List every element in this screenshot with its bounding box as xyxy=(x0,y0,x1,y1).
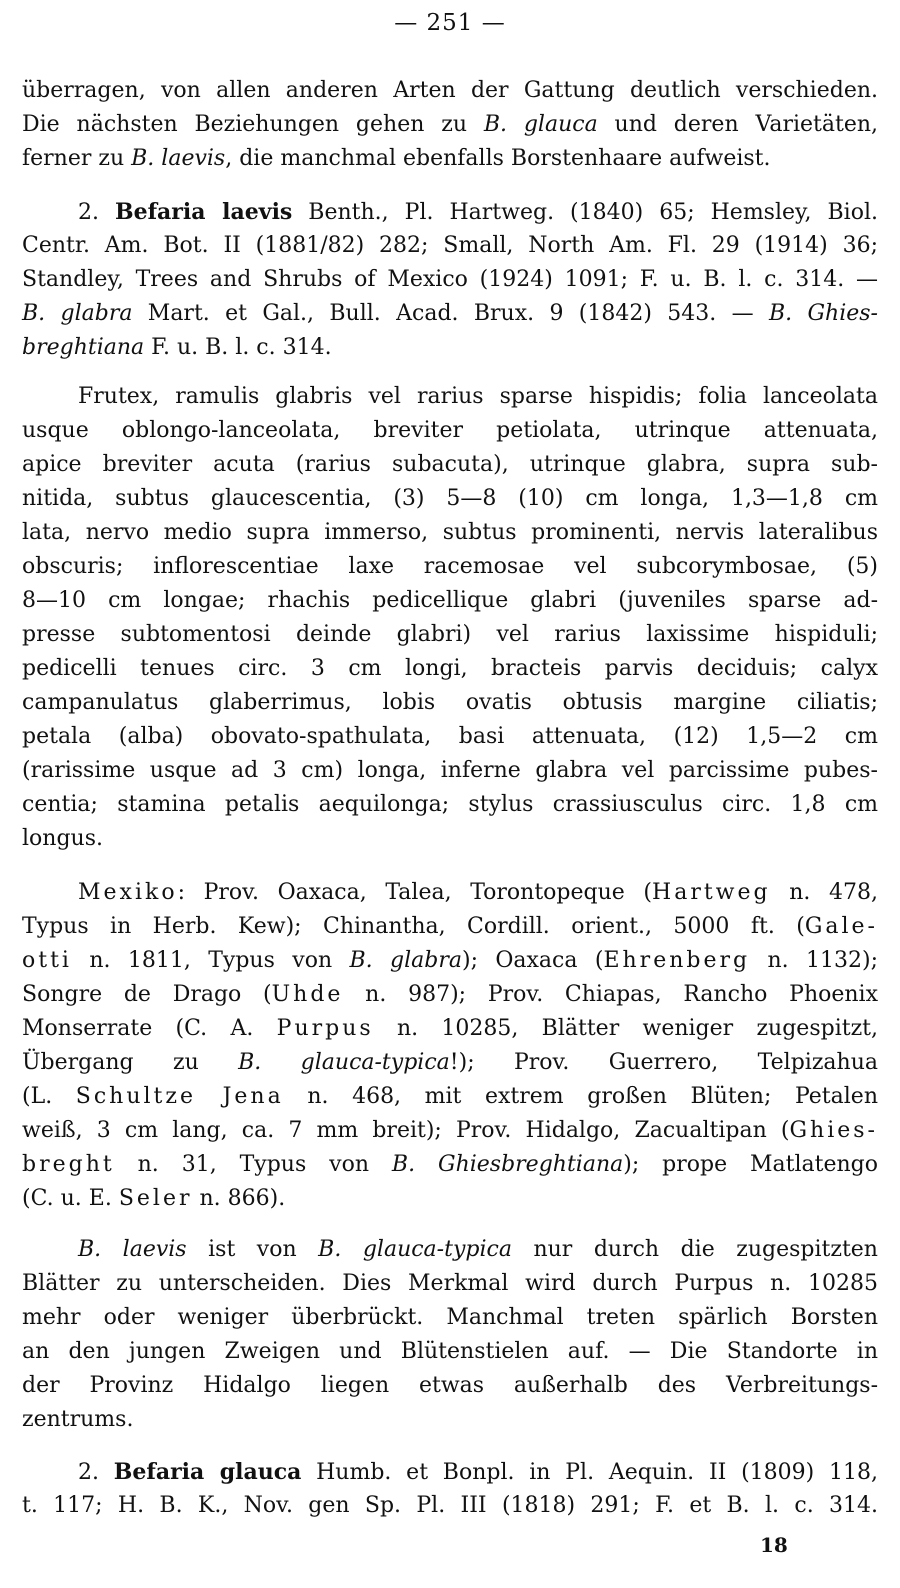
text-line: nitida, subtus glaucescentia, (3) 5—8 (10) cm longa, 1,3—1,8 cm xyxy=(22,486,878,511)
text-line: usque oblongo-lanceolata, breviter petiolata, utrinque attenuata, xyxy=(22,418,878,443)
text-line: otti n. 1811, Typus von B. glabra); Oaxaca (Ehrenberg n. 1132); xyxy=(22,948,878,973)
text-line: apice breviter acuta (rarius subacuta), utrinque glabra, supra sub- xyxy=(22,452,878,477)
page-number: — 251 — xyxy=(394,10,506,36)
text-line: presse subtomentosi deinde glabri) vel rarius laxissime hispiduli; xyxy=(22,622,878,647)
text-line: (rarissime usque ad 3 cm) longa, inferne glabra vel parcissime pubes- xyxy=(22,758,878,783)
text-line: Frutex, ramulis glabris vel rarius sparse hispidis; folia lanceolata xyxy=(78,384,878,409)
text-line: B. glabra Mart. et Gal., Bull. Acad. Brux. 9 (1842) 543. — B. Ghies- xyxy=(22,301,878,326)
text-line: zentrums. xyxy=(22,1407,134,1432)
text-line: (L. Schultze Jena n. 468, mit extrem großen Blüten; Petalen xyxy=(22,1084,878,1109)
book-page xyxy=(22,0,878,1588)
text-line: breght n. 31, Typus von B. Ghiesbreghtiana); prope Matlatengo xyxy=(22,1152,878,1177)
species-name: Befaria laevis xyxy=(115,199,293,225)
text-line: Typus in Herb. Kew); Chinantha, Cordill. orient., 5000 ft. (Gale- xyxy=(22,914,878,939)
text-line: lata, nervo medio supra immerso, subtus prominenti, nervis lateralibus xyxy=(22,520,878,545)
text-line: an den jungen Zweigen und Blütenstielen auf. — Die Standorte in xyxy=(22,1339,878,1364)
species-entry-laevis xyxy=(22,195,878,365)
discussion-paragraph xyxy=(22,1233,878,1437)
text-line: B. laevis ist von B. glauca-typica nur durch die zugespitzten xyxy=(78,1237,878,1262)
text-line: Blätter zu unterscheiden. Dies Merkmal wird durch Purpus n. 10285 xyxy=(22,1271,878,1296)
text-line: der Provinz Hidalgo liegen etwas außerhalb des Verbreitungs- xyxy=(22,1373,878,1398)
text-line: pedicelli tenues circ. 3 cm longi, bracteis parvis deciduis; calyx xyxy=(22,656,878,681)
species-entry-glauca xyxy=(22,1455,878,1523)
intro-paragraph xyxy=(22,74,878,176)
species-name: Befaria glauca xyxy=(113,1459,302,1485)
text-line: (C. u. E. Seler n. 866). xyxy=(22,1186,286,1211)
text-line: mehr oder weniger überbrückt. Manchmal treten spärlich Borsten xyxy=(22,1305,878,1330)
text-line: centia; stamina petalis aequilonga; stylus crassiusculus circ. 1,8 cm xyxy=(22,792,878,817)
signature-mark: 18 xyxy=(760,1533,788,1557)
text-line: petala (alba) obovato-spathulata, basi attenuata, (12) 1,5—2 cm xyxy=(22,724,878,749)
text-line: obscuris; inflorescentiae laxe racemosae vel subcorymbosae, (5) xyxy=(22,554,878,579)
text-line: Mexiko: Prov. Oaxaca, Talea, Torontopeque (Hartweg n. 478, xyxy=(78,880,878,905)
text-line: Übergang zu B. glauca-typica!); Prov. Guerrero, Telpizahua xyxy=(22,1050,878,1075)
text-line: ferner zu B. laevis, die manchmal ebenfalls Borstenhaare aufweist. xyxy=(22,146,771,171)
text-line: 2. Befaria glauca Humb. et Bonpl. in Pl. Aequin. II (1809) 118, xyxy=(78,1459,878,1485)
text-line: Monserrate (C. A. Purpus n. 10285, Blätter weniger zugespitzt, xyxy=(22,1016,879,1041)
specimen-list xyxy=(22,876,878,1216)
text-line: Centr. Am. Bot. II (1881/82) 282; Small, North Am. Fl. 29 (1914) 36; xyxy=(22,233,878,258)
text-line: longus. xyxy=(22,826,103,851)
text-line: campanulatus glaberrimus, lobis ovatis obtusis margine ciliatis; xyxy=(22,690,878,715)
text-line: weiß, 3 cm lang, ca. 7 mm breit); Prov. Hidalgo, Zacualtipan (Ghies- xyxy=(22,1118,878,1143)
text-line: Standley, Trees and Shrubs of Mexico (1924) 1091; F. u. B. l. c. 314. — xyxy=(22,267,878,292)
text-line: überragen, von allen anderen Arten der Gattung deutlich verschieden. xyxy=(22,78,878,103)
text-line: breghtiana F. u. B. l. c. 314. xyxy=(22,335,332,360)
text-line: 8—10 cm longae; rhachis pedicellique glabri (juveniles sparse ad- xyxy=(22,588,878,613)
latin-description xyxy=(22,380,878,856)
text-line: Songre de Drago (Uhde n. 987); Prov. Chiapas, Rancho Phoenix xyxy=(22,982,878,1007)
text-line: t. 117; H. B. K., Nov. gen Sp. Pl. III (1818) 291; F. et B. l. c. 314. xyxy=(22,1493,878,1518)
text-line: 2. Befaria laevis Benth., Pl. Hartweg. (1840) 65; Hemsley, Biol. xyxy=(78,199,878,225)
text-line: Die nächsten Beziehungen gehen zu B. glauca und deren Varietäten, xyxy=(22,112,878,137)
